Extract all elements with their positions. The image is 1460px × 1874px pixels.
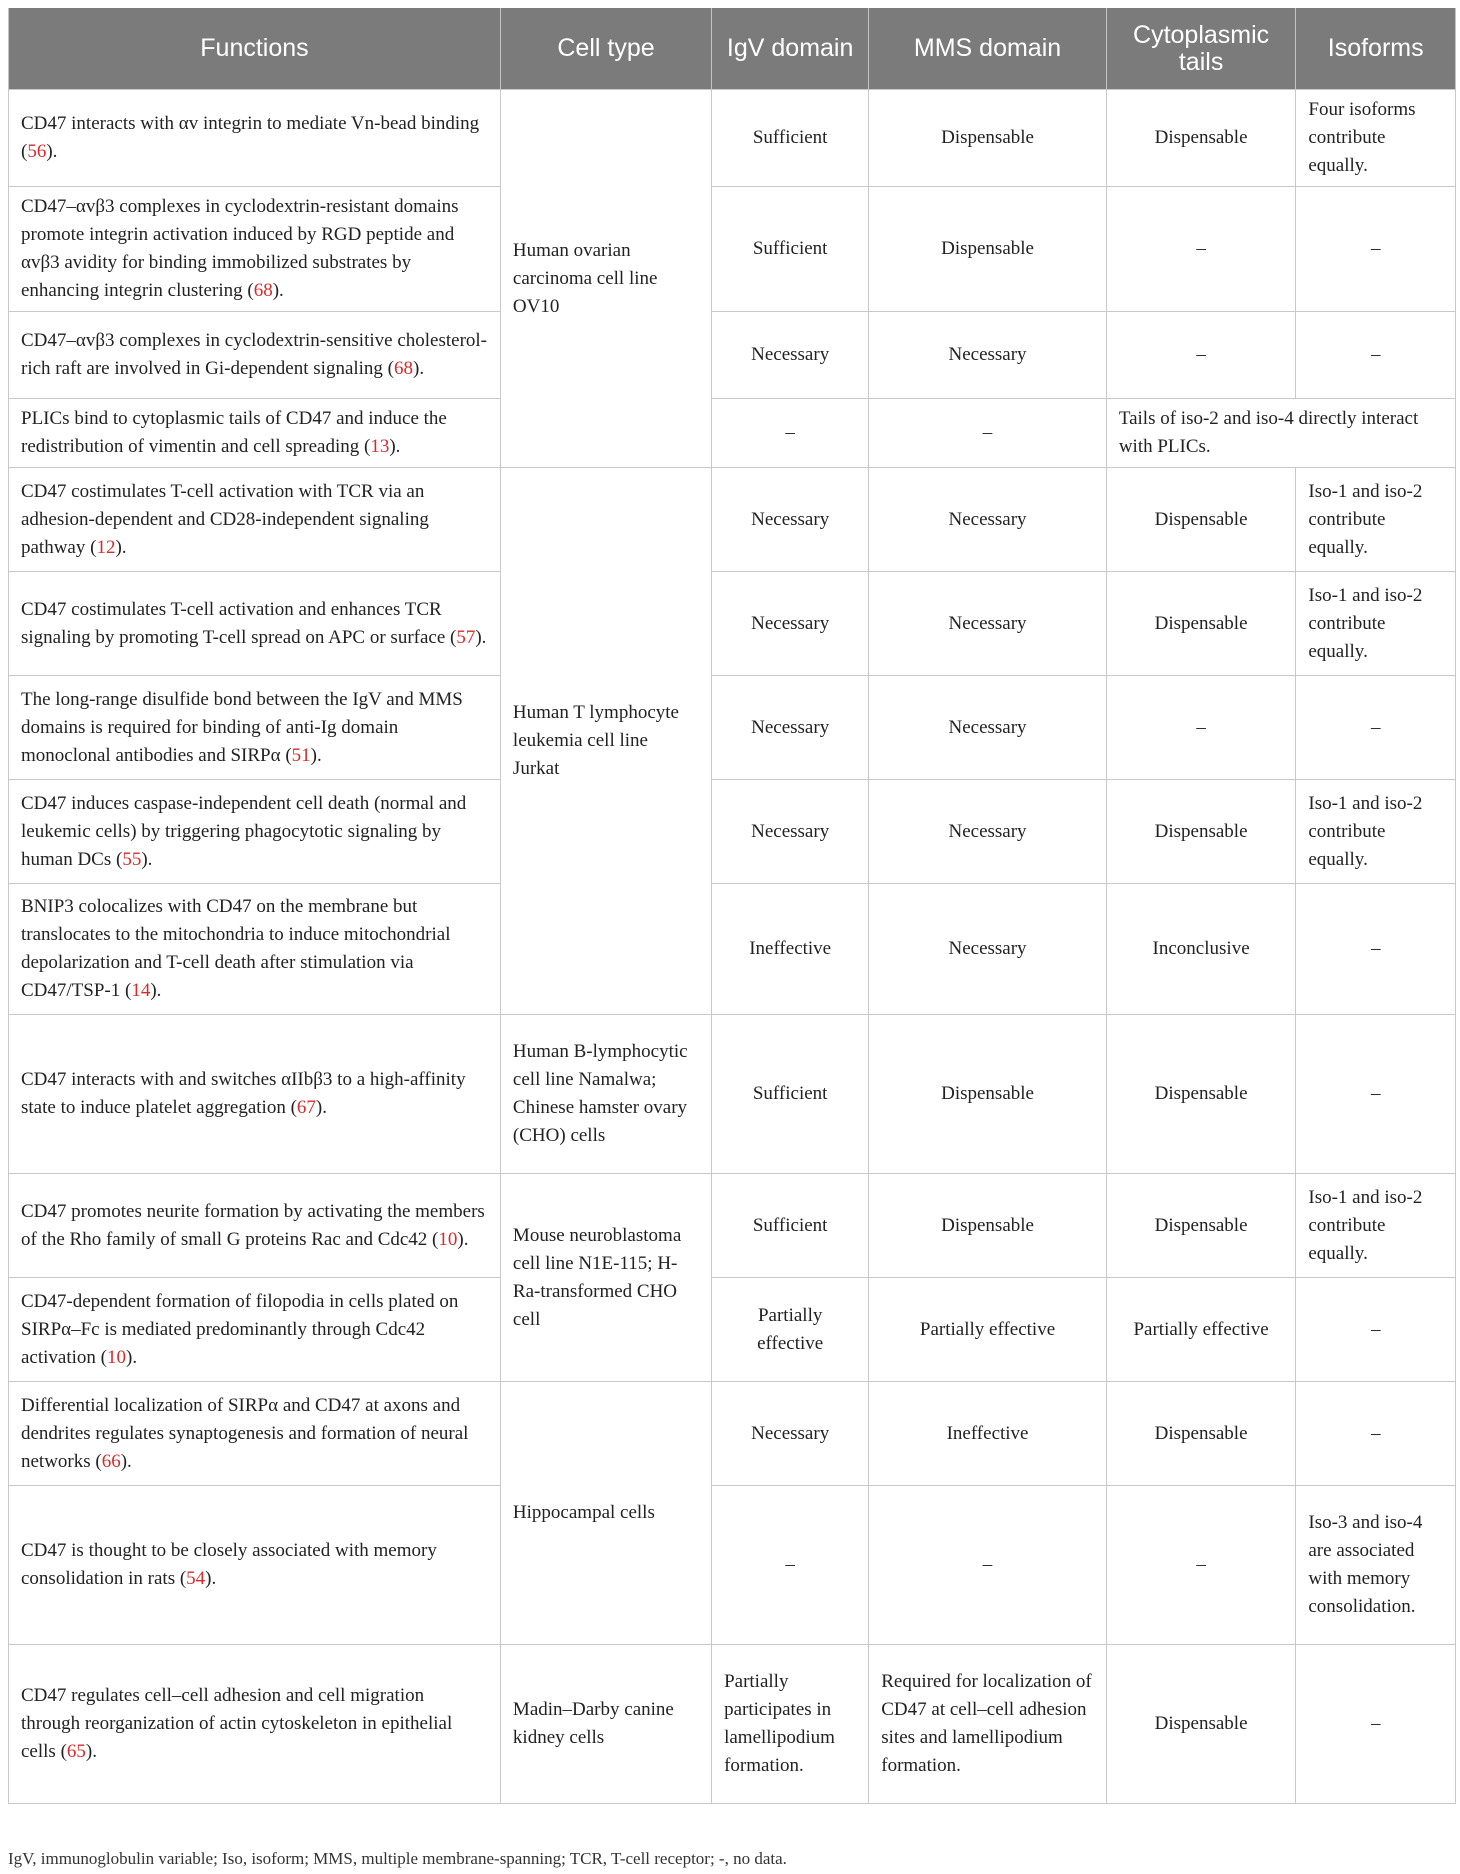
cytoplasmic-cell: Dispensable — [1106, 468, 1296, 572]
table-row — [9, 399, 1456, 468]
cytoplasmic-cell: – — [1106, 1486, 1296, 1645]
cell-type-cell: Human B-lymphocytic cell line Namalwa; Chinese hamster ovary (CHO) cells — [500, 1015, 711, 1174]
mms-cell: Required for localization of CD47 at cell–cell adhesion sites and lamellipodium formation. — [869, 1645, 1107, 1804]
igv-cell: Sufficient — [712, 1015, 869, 1174]
cytoplasmic-cell: Dispensable — [1106, 572, 1296, 676]
reference-link[interactable]: 56 — [27, 141, 47, 162]
isoforms-cell: – — [1296, 312, 1456, 399]
igv-cell: Necessary — [712, 312, 869, 399]
cell-type-cell: Human T lymphocyte leukemia cell line Jurkat — [500, 468, 711, 1015]
isoforms-cell: Iso-1 and iso-2 contribute equally. — [1296, 1174, 1456, 1278]
header-mms-domain: MMS domain — [869, 8, 1107, 90]
isoforms-cell: – — [1296, 1382, 1456, 1486]
igv-cell: – — [712, 399, 869, 468]
mms-cell: Necessary — [869, 676, 1107, 780]
table-row — [9, 1645, 1456, 1804]
mms-cell: Necessary — [869, 468, 1107, 572]
cytoplasmic-isoforms-cell: Tails of iso-2 and iso-4 directly interact with PLICs. — [1106, 399, 1455, 468]
cytoplasmic-cell: Dispensable — [1106, 1645, 1296, 1804]
table-row — [9, 1278, 1456, 1382]
function-cell: CD47 regulates cell–cell adhesion and cell migration through reorganization of actin cytoskeleton in epithelial cells (65). — [9, 1645, 501, 1804]
header-functions: Functions — [9, 8, 501, 90]
isoforms-cell: – — [1296, 1015, 1456, 1174]
table-row — [9, 572, 1456, 676]
igv-cell: Necessary — [712, 780, 869, 884]
igv-cell: Necessary — [712, 676, 869, 780]
table-row — [9, 90, 1456, 187]
reference-link[interactable]: 10 — [438, 1228, 458, 1250]
function-cell: CD47–αvβ3 complexes in cyclodextrin-sensitive cholesterol-rich raft are involved in Gi-dependent signaling (68). — [9, 312, 501, 399]
reference-link[interactable]: 65 — [66, 1741, 86, 1762]
mms-cell: Dispensable — [869, 90, 1107, 187]
cell-type-cell: Hippocampal cells — [500, 1382, 711, 1645]
reference-link[interactable]: 68 — [253, 280, 273, 301]
reference-link[interactable]: 67 — [296, 1097, 316, 1118]
mms-cell: – — [869, 399, 1107, 468]
table-row — [9, 1486, 1456, 1645]
mms-cell: Necessary — [869, 780, 1107, 884]
function-cell: CD47 promotes neurite formation by activating the members of the Rho family of small G proteins Rac and Cdc42 (10). — [9, 1174, 501, 1278]
cytoplasmic-cell: – — [1106, 312, 1296, 399]
cytoplasmic-cell: Inconclusive — [1106, 884, 1296, 1015]
isoforms-cell: – — [1296, 676, 1456, 780]
mms-cell: Necessary — [869, 884, 1107, 1015]
function-cell: CD47 is thought to be closely associated with memory consolidation in rats (54). — [9, 1486, 501, 1645]
header-isoforms: Isoforms — [1296, 8, 1456, 90]
mms-cell: Dispensable — [869, 1015, 1107, 1174]
cytoplasmic-cell: Dispensable — [1106, 780, 1296, 884]
isoforms-cell: – — [1296, 884, 1456, 1015]
header-row — [9, 8, 1456, 90]
function-cell: CD47 costimulates T-cell activation with TCR via an adhesion-dependent and CD28-independent signaling pathway (12). — [9, 468, 501, 572]
function-cell: BNIP3 colocalizes with CD47 on the membrane but translocates to the mitochondria to induce mitochondrial depolarization and T-cell death after stimulation via CD47/TSP-1 (14). — [9, 884, 501, 1015]
function-cell: CD47–αvβ3 complexes in cyclodextrin-resistant domains promote integrin activation induced by RGD peptide and αvβ3 avidity for binding immobilized substrates by enhancing integrin clustering (68). — [9, 187, 501, 312]
function-cell: CD47 induces caspase-independent cell death (normal and leukemic cells) by triggering phagocytotic signaling by human DCs (55). — [9, 780, 501, 884]
cytoplasmic-cell: Dispensable — [1106, 1015, 1296, 1174]
isoforms-cell: Iso-3 and iso-4 are associated with memory consolidation. — [1296, 1486, 1456, 1645]
table-footnote: IgV, immunoglobulin variable; Iso, isoform; MMS, multiple membrane-spanning; TCR, T-cell receptor; -, no data. — [8, 1849, 787, 1868]
reference-link[interactable]: 12 — [96, 536, 116, 558]
isoforms-cell: Four isoforms contribute equally. — [1296, 90, 1456, 187]
cell-type-cell: Madin–Darby canine kidney cells — [500, 1645, 711, 1804]
cell-type-cell: Mouse neuroblastoma cell line N1E-115; H-Ra-transformed CHO cell — [500, 1174, 711, 1382]
isoforms-cell: Iso-1 and iso-2 contribute equally. — [1296, 572, 1456, 676]
reference-link[interactable]: 14 — [131, 980, 151, 1001]
reference-link[interactable]: 10 — [107, 1346, 126, 1368]
reference-link[interactable]: 57 — [456, 626, 476, 648]
mms-cell: Dispensable — [869, 1174, 1107, 1278]
header-cell-type: Cell type — [500, 8, 711, 90]
table-row — [9, 312, 1456, 399]
table-row — [9, 676, 1456, 780]
mms-cell: Necessary — [869, 312, 1107, 399]
igv-cell: Ineffective — [712, 884, 869, 1015]
function-cell: The long-range disulfide bond between the IgV and MMS domains is required for binding of anti-Ig domain monoclonal antibodies and SIRPα (51). — [9, 676, 501, 780]
igv-cell: Partially effective — [712, 1278, 869, 1382]
isoforms-cell: – — [1296, 1645, 1456, 1804]
cell-type-cell: Human ovarian carcinoma cell line OV10 — [500, 90, 711, 468]
table-row — [9, 187, 1456, 312]
cytoplasmic-cell: Dispensable — [1106, 90, 1296, 187]
table-row — [9, 1174, 1456, 1278]
igv-cell: Necessary — [712, 1382, 869, 1486]
table-row — [9, 1015, 1456, 1174]
cytoplasmic-cell: Partially effective — [1106, 1278, 1296, 1382]
cytoplasmic-cell: Dispensable — [1106, 1174, 1296, 1278]
table-row — [9, 884, 1456, 1015]
isoforms-cell: – — [1296, 1278, 1456, 1382]
isoforms-cell: – — [1296, 187, 1456, 312]
mms-cell: Ineffective — [869, 1382, 1107, 1486]
mms-cell: Necessary — [869, 572, 1107, 676]
cytoplasmic-cell: – — [1106, 676, 1296, 780]
reference-link[interactable]: 13 — [370, 436, 390, 457]
reference-link[interactable]: 54 — [186, 1568, 206, 1589]
reference-link[interactable]: 55 — [122, 848, 142, 870]
mms-cell: Dispensable — [869, 187, 1107, 312]
table-row — [9, 1382, 1456, 1486]
header-cytoplasmic-tails: Cytoplasmic tails — [1106, 8, 1296, 90]
reference-link[interactable]: 68 — [394, 358, 414, 379]
igv-cell: Partially participates in lamellipodium formation. — [712, 1645, 869, 1804]
igv-cell: Necessary — [712, 468, 869, 572]
igv-cell: Necessary — [712, 572, 869, 676]
reference-link[interactable]: 66 — [101, 1450, 121, 1472]
mms-cell: Partially effective — [869, 1278, 1107, 1382]
cytoplasmic-cell: – — [1106, 187, 1296, 312]
function-cell: CD47 interacts with and switches αIIbβ3 to a high-affinity state to induce platelet aggregation (67). — [9, 1015, 501, 1174]
igv-cell: Sufficient — [712, 90, 869, 187]
function-cell: PLICs bind to cytoplasmic tails of CD47 and induce the redistribution of vimentin and cell spreading (13). — [9, 399, 501, 468]
function-cell: CD47-dependent formation of filopodia in cells plated on SIRPα–Fc is mediated predominantly through Cdc42 activation (10). — [9, 1278, 501, 1382]
function-cell: CD47 interacts with αv integrin to mediate Vn-bead binding (56). — [9, 90, 501, 187]
function-cell: Differential localization of SIRPα and CD47 at axons and dendrites regulates synaptogenesis and formation of neural networks (66). — [9, 1382, 501, 1486]
isoforms-cell: Iso-1 and iso-2 contribute equally. — [1296, 780, 1456, 884]
igv-cell: Sufficient — [712, 1174, 869, 1278]
igv-cell: – — [712, 1486, 869, 1645]
table-row — [9, 468, 1456, 572]
reference-link[interactable]: 51 — [291, 744, 311, 766]
header-igv-domain: IgV domain — [712, 8, 869, 90]
table-row — [9, 780, 1456, 884]
cd47-domain-function-table — [8, 8, 1456, 1804]
isoforms-cell: Iso-1 and iso-2 contribute equally. — [1296, 468, 1456, 572]
igv-cell: Sufficient — [712, 187, 869, 312]
function-cell: CD47 costimulates T-cell activation and enhances TCR signaling by promoting T-cell spread on APC or surface (57). — [9, 572, 501, 676]
cytoplasmic-cell: Dispensable — [1106, 1382, 1296, 1486]
mms-cell: – — [869, 1486, 1107, 1645]
